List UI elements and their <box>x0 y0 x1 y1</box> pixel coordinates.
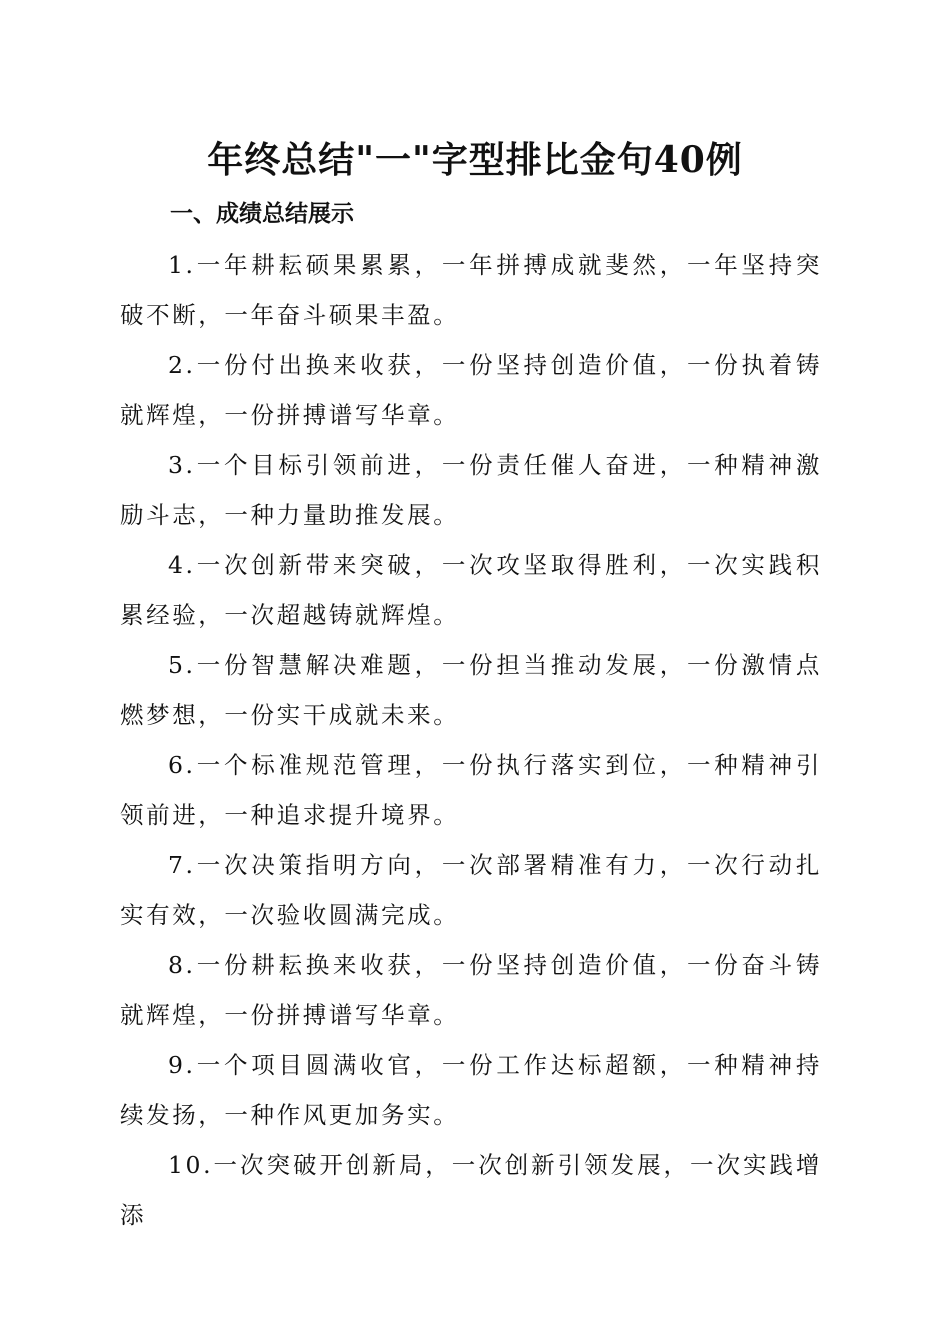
list-item: 8.一份耕耘换来收获，一份坚持创造价值，一份奋斗铸就辉煌，一份拼搏谱写华章。 <box>120 951 822 1029</box>
list-item: 1.一年耕耘硕果累累，一年拼搏成就斐然，一年坚持突破不断，一年奋斗硕果丰盈。 <box>120 251 822 329</box>
sentence-list <box>120 240 822 1240</box>
list-item: 4.一次创新带来突破，一次攻坚取得胜利，一次实践积累经验，一次超越铸就辉煌。 <box>120 551 822 629</box>
list-item: 7.一次决策指明方向，一次部署精准有力，一次行动扎实有效，一次验收圆满完成。 <box>120 851 822 929</box>
document-title: 年终总结"一"字型排比金句40例 <box>207 139 743 181</box>
list-item: 5.一份智慧解决难题，一份担当推动发展，一份激情点燃梦想，一份实干成就未来。 <box>120 651 822 729</box>
list-item: 3.一个目标引领前进，一份责任催人奋进，一种精神激励斗志，一种力量助推发展。 <box>120 451 822 529</box>
section-heading: 一、成绩总结展示 <box>170 201 354 227</box>
list-item: 9.一个项目圆满收官，一份工作达标超额，一种精神持续发扬，一种作风更加务实。 <box>120 1051 822 1129</box>
list-item: 2.一份付出换来收获，一份坚持创造价值，一份执着铸就辉煌，一份拼搏谱写华章。 <box>120 351 822 429</box>
list-item: 6.一个标准规范管理，一份执行落实到位，一种精神引领前进，一种追求提升境界。 <box>120 751 822 829</box>
list-item: 10.一次突破开创新局，一次创新引领发展，一次实践增添 <box>120 1151 822 1229</box>
